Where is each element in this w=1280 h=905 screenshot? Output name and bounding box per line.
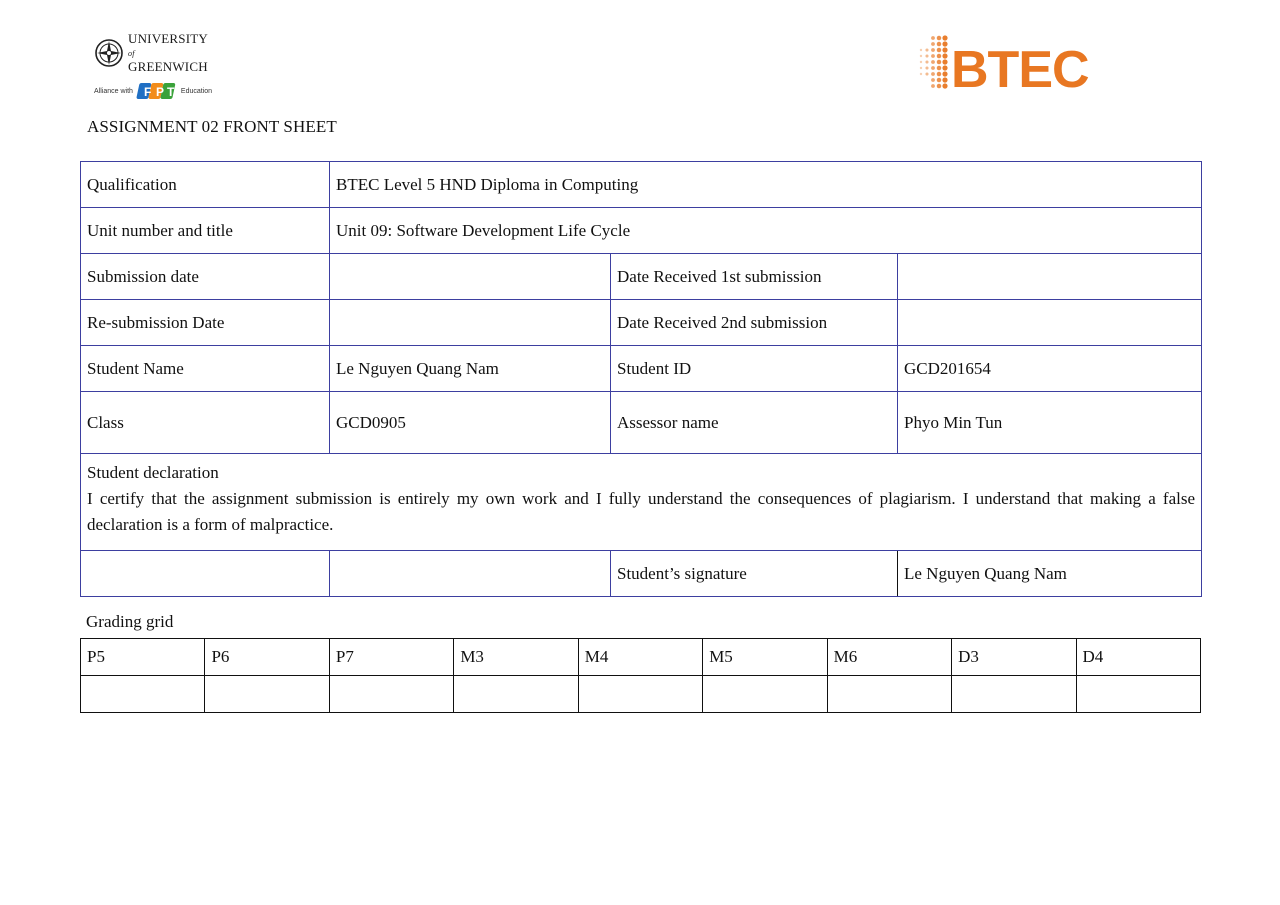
btec-dot — [925, 60, 928, 63]
criterion-p6: P6 — [205, 639, 329, 676]
criterion-m4: M4 — [578, 639, 702, 676]
svg-text:P: P — [155, 85, 164, 99]
btec-dot — [942, 47, 947, 52]
submission-date-value — [330, 254, 611, 300]
mark-m3 — [454, 676, 578, 713]
btec-dot — [937, 84, 942, 89]
greenwich-word: GREENWICH — [128, 59, 208, 74]
resubmission-date-value — [330, 300, 611, 346]
alliance-prefix: Alliance with — [94, 87, 133, 95]
btec-dot-pattern-icon — [920, 35, 948, 88]
student-id-label: Student ID — [611, 346, 898, 392]
declaration-title: Student declaration — [87, 463, 219, 482]
btec-dot — [925, 72, 928, 75]
svg-text:BTEC: BTEC — [951, 41, 1089, 94]
grading-criteria-row — [81, 639, 1201, 676]
mark-p6 — [205, 676, 329, 713]
mark-d4 — [1076, 676, 1201, 713]
criterion-p5: P5 — [81, 639, 205, 676]
btec-dot — [937, 66, 942, 71]
btec-dot — [931, 48, 935, 52]
student-row — [81, 346, 1202, 392]
university-of-greenwich-logo — [94, 32, 224, 100]
svg-text:F: F — [143, 85, 152, 99]
btec-dot — [925, 54, 928, 57]
btec-dot — [931, 36, 935, 40]
btec-dot — [931, 78, 935, 82]
date-received-1-label: Date Received 1st submission — [611, 254, 898, 300]
btec-dot — [937, 60, 942, 65]
unit-row — [81, 208, 1202, 254]
btec-dot — [942, 65, 947, 70]
qualification-row — [81, 162, 1202, 208]
class-label: Class — [81, 392, 330, 454]
btec-dot — [920, 73, 922, 75]
submission-row — [81, 254, 1202, 300]
fpt-logo-icon — [136, 81, 178, 101]
criterion-m5: M5 — [703, 639, 827, 676]
btec-dot — [937, 72, 942, 77]
signature-blank-1 — [81, 551, 330, 597]
date-received-1-value — [898, 254, 1202, 300]
submission-date-label: Submission date — [81, 254, 330, 300]
criterion-d4: D4 — [1076, 639, 1201, 676]
grading-grid-title: Grading grid — [86, 612, 174, 631]
declaration-row — [81, 454, 1202, 551]
unit-label: Unit number and title — [81, 208, 330, 254]
btec-dot — [937, 78, 942, 83]
btec-dot — [925, 66, 928, 69]
btec-dot — [942, 71, 947, 76]
resubmission-date-label: Re-submission Date — [81, 300, 330, 346]
unit-value: Unit 09: Software Development Life Cycle — [330, 208, 1202, 254]
signature-blank-2 — [330, 551, 611, 597]
btec-dot — [920, 49, 922, 51]
mark-m5 — [703, 676, 827, 713]
grading-marks-row — [81, 676, 1201, 713]
btec-dot — [937, 48, 942, 53]
signature-row — [81, 551, 1202, 597]
btec-dot — [920, 61, 922, 63]
btec-dot — [942, 83, 947, 88]
btec-dot — [931, 60, 935, 64]
resubmission-row — [81, 300, 1202, 346]
btec-dot — [931, 42, 935, 46]
btec-dot — [931, 84, 935, 88]
btec-logo — [918, 34, 1102, 94]
svg-text:T: T — [166, 85, 175, 99]
date-received-2-value — [898, 300, 1202, 346]
btec-dot — [942, 35, 947, 40]
mark-m4 — [578, 676, 702, 713]
btec-dot — [920, 55, 922, 57]
assessor-label: Assessor name — [611, 392, 898, 454]
student-name-value: Le Nguyen Quang Nam — [330, 346, 611, 392]
compass-seal-icon — [94, 38, 124, 68]
class-row — [81, 392, 1202, 454]
mark-d3 — [952, 676, 1076, 713]
declaration-text: I certify that the assignment submission is entirely my own work and I fully understand the consequences of plagiarism. I understand that making a false declaration is a form of malpractice. — [87, 489, 1196, 534]
btec-dot — [925, 48, 928, 51]
qualification-label: Qualification — [81, 162, 330, 208]
university-word: UNIVERSITY — [128, 31, 208, 46]
signature-value: Le Nguyen Quang Nam — [898, 551, 1202, 597]
assessor-value: Phyo Min Tun — [898, 392, 1202, 454]
student-id-value: GCD201654 — [898, 346, 1202, 392]
btec-dot — [937, 54, 942, 59]
btec-dot — [942, 59, 947, 64]
btec-dot — [942, 53, 947, 58]
grading-grid-table — [80, 638, 1201, 713]
criterion-p7: P7 — [329, 639, 453, 676]
btec-dot — [937, 42, 942, 47]
mark-m6 — [827, 676, 951, 713]
btec-dot — [937, 36, 942, 41]
student-name-label: Student Name — [81, 346, 330, 392]
alliance-suffix: Education — [180, 87, 213, 95]
btec-dot — [931, 66, 935, 70]
btec-dot — [920, 67, 922, 69]
btec-dot — [942, 77, 947, 82]
signature-label: Student’s signature — [611, 551, 898, 597]
btec-dot — [942, 41, 947, 46]
criterion-d3: D3 — [952, 639, 1076, 676]
date-received-2-label: Date Received 2nd submission — [611, 300, 898, 346]
mark-p5 — [81, 676, 205, 713]
btec-dot — [931, 54, 935, 58]
btec-dot — [931, 72, 935, 76]
criterion-m6: M6 — [827, 639, 951, 676]
criterion-m3: M3 — [454, 639, 578, 676]
mark-p7 — [329, 676, 453, 713]
page-title: ASSIGNMENT 02 FRONT SHEET — [87, 117, 337, 136]
qualification-value: BTEC Level 5 HND Diploma in Computing — [330, 162, 1202, 208]
declaration-cell — [81, 454, 1202, 551]
class-value: GCD0905 — [330, 392, 611, 454]
university-of-word: of — [128, 49, 135, 58]
assignment-info-table — [80, 161, 1202, 597]
